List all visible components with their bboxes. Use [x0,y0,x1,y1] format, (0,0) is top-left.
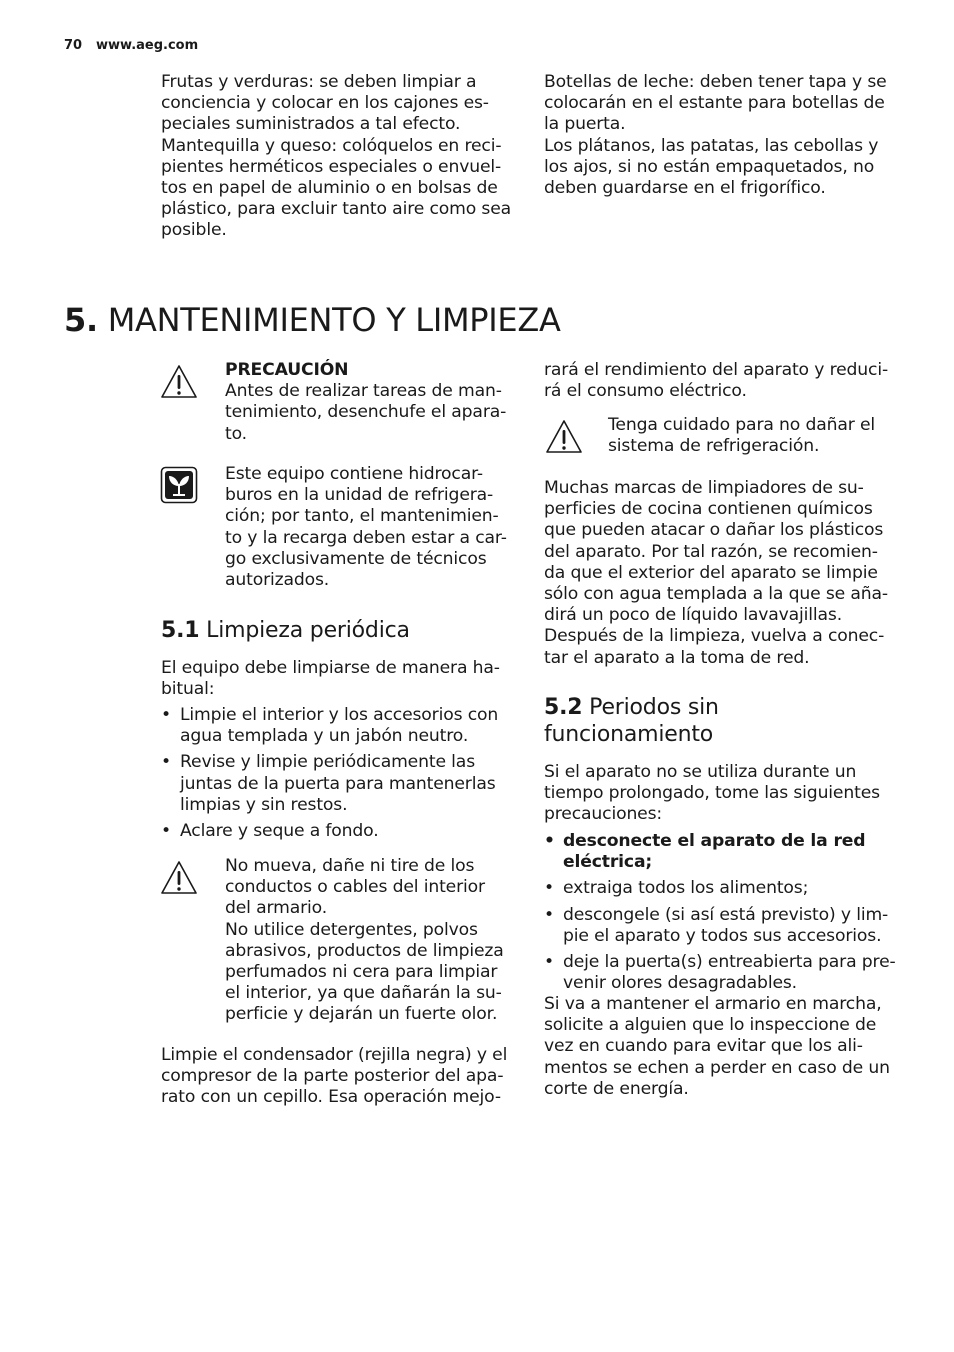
list-item: • desconecte el aparato de la red eléctrica; [544,831,904,873]
page-number: 70 [64,38,83,53]
continuation-paragraph: rará el rendimiento del aparato y reduci- rá el consumo eléctrico. [544,360,889,402]
caution-block [225,360,515,445]
subsection-5-2-bullet-list [544,831,904,999]
list-item: • descongele (si así está previsto) y lim- pie el aparato y todos sus accesorios. [544,905,904,947]
section-heading [64,300,561,340]
subsection-5-1-number: 5.1 [161,618,200,643]
warning-triangle-icon [160,859,198,897]
condenser-paragraph: Limpie el condensador (rejilla negra) y el compresor de la parte posterior del apa- rato con un cepillo. Esa operación mejo- [161,1045,508,1108]
cleaners-paragraph: Muchas marcas de limpiadores de su- perficies de cocina contienen químicos que pueden atacar o dañar los plásticos del aparato. Por tal razón, se recomien- da que el exterior del aparato se limpie sólo con agua templada a la que se aña- dirá un poco de líquido lavavajillas. Después de la limpieza, vuelva a conec- tar el aparato a la toma de red. [544,478,888,668]
warning-triangle-icon [160,363,198,401]
subsection-5-2-number: 5.2 [544,695,583,720]
warning-triangle-icon [545,418,583,456]
subsection-5-1-title: Limpieza periódica [206,618,410,643]
list-item: • deje la puerta(s) entreabierta para pre- venir olores desagradables. [544,952,904,994]
intro-left-paragraph: Frutas y verduras: se deben limpiar a conciencia y colocar en los cajones es- peciales suministrados a tal efecto. Mantequilla y queso: colóquelos en reci- pientes herméticos especiales o envuel- tos en papel de aluminio o en bolsas de plástico, para excluir tanto aire como sea posible. [161,72,512,241]
list-item: • Revise y limpie periódicamente las juntas de la puerta para mantenerlas limpias y sin restos. [161,752,521,816]
subsection-5-2-heading [544,694,904,748]
caution-text: Antes de realizar tareas de man- tenimiento, desenchufe el apara- to. [225,381,507,444]
list-item: • Limpie el interior y los accesorios con agua templada y un jabón neutro. [161,705,521,747]
environment-plant-icon [160,466,198,504]
intro-right-paragraph: Botellas de leche: deben tener tapa y se colocarán en el estante para botellas de la puerta. Los plátanos, las patatas, las cebollas y los ajos, si no están empaquetados, no deben guardarse en el frigorífico. [544,72,887,199]
warning-refrigeration-text: Tenga cuidado para no dañar el sistema de refrigeración. [608,415,876,457]
caution-title: PRECAUCIÓN [225,360,349,380]
closing-paragraph: Si va a mantener el armario en marcha, solicite a alguien que lo inspeccione de vez en cuando para evitar que los ali- mentos se echen a perder en caso de un corte de energía. [544,994,890,1099]
subsection-5-1-bullet-list [161,705,521,847]
subsection-5-1-intro: El equipo debe limpiarse de manera ha- bitual: [161,658,500,700]
list-item: • extraiga todos los alimentos; [544,878,904,899]
section-number: 5. [64,301,98,339]
environment-text: Este equipo contiene hidrocar- buros en la unidad de refrigera- ción; por tanto, el mantenimien- to y la recarga deben estar a car- go exclusivamente de técnicos autorizados. [225,464,507,591]
header-url: www.aeg.com [96,38,199,53]
subsection-5-2-intro: Si el aparato no se utiliza durante un tiempo prolongado, tome las siguientes precauciones: [544,762,880,825]
subsection-5-1-heading [161,617,410,644]
section-title: MANTENIMIENTO Y LIMPIEZA [107,301,561,339]
subsection-5-2-title: Periodos sin funcionamiento [544,695,719,747]
list-item: • Aclare y seque a fondo. [161,821,521,842]
warning-cables-text: No mueva, dañe ni tire de los conductos o cables del interior del armario. No utilice detergentes, polvos abrasivos, productos de limpieza perfumados ni cera para limpiar el interior, ya que dañarán la su- perficie y dejarán un fuerte olor. [225,856,504,1025]
